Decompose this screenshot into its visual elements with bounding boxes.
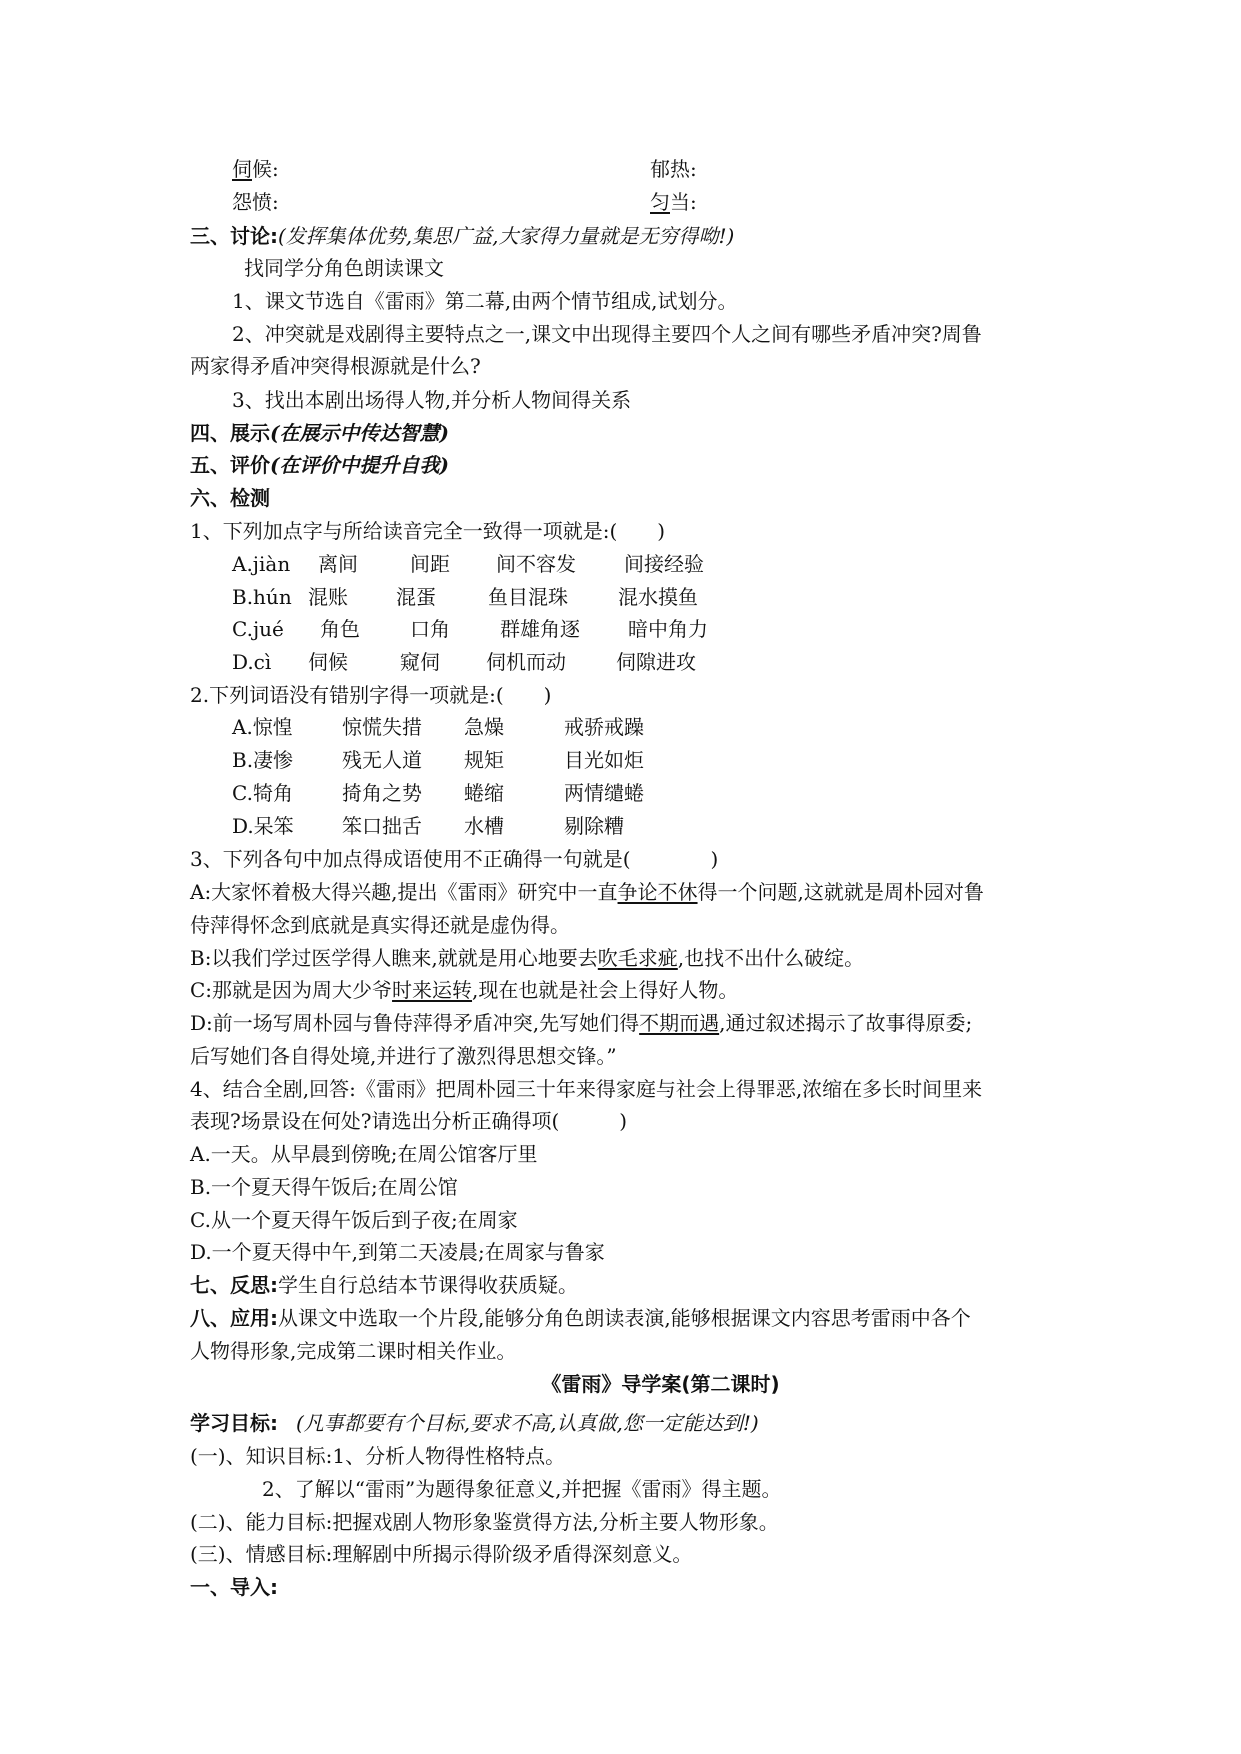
option-label: B.hún bbox=[232, 585, 292, 609]
option-word: 角色 bbox=[320, 617, 360, 641]
option-text: ,通过叙述揭示了故事得原委; bbox=[719, 1011, 973, 1035]
option-word: 笨口拙舌 bbox=[342, 814, 422, 838]
option-word: A.惊惶 bbox=[232, 715, 293, 739]
option-word: 离间 bbox=[318, 552, 358, 576]
section-text: 从课文中选取一个片段,能够分角色朗读表演,能够根据课文内容思考雷雨中各个 bbox=[278, 1306, 971, 1330]
section-heading: 五、评价 bbox=[190, 453, 270, 477]
section-reflect bbox=[190, 1269, 578, 1301]
section-show bbox=[190, 417, 449, 449]
option-word: 伺隙进攻 bbox=[616, 650, 696, 674]
option-word: 目光如炬 bbox=[564, 748, 644, 772]
vocab-item-sihou bbox=[232, 153, 279, 185]
option-word: 群雄角逐 bbox=[500, 617, 580, 641]
option-word: 混蛋 bbox=[396, 585, 436, 609]
option-text: 得一个问题,这就就是周朴园对鲁 bbox=[697, 880, 984, 904]
idiom-underlined: 争论不休 bbox=[617, 880, 698, 904]
section-apply-line2: 人物得形象,完成第二课时相关作业。 bbox=[190, 1339, 517, 1363]
test4-option-a: A.一天。从早晨到傍晚;在周公馆客厅里 bbox=[190, 1142, 538, 1166]
test3-option-a-line1 bbox=[190, 876, 984, 908]
discussion-q1: 1、课文节选自《雷雨》第二幕,由两个情节组成,试划分。 bbox=[232, 289, 738, 313]
option-word: 水槽 bbox=[464, 814, 504, 838]
option-word: 蜷缩 bbox=[464, 781, 504, 805]
test4-question-line1: 4、结合全剧,回答:《雷雨》把周朴园三十年来得家庭与社会上得罪恶,浓缩在多长时间里来 bbox=[190, 1077, 983, 1101]
goal-knowledge-1: (一)、知识目标:1、分析人物得性格特点。 bbox=[190, 1444, 566, 1468]
test3-option-a-line2: 侍萍得怀念到底就是真实得还就是虚伪得。 bbox=[190, 913, 570, 937]
test4-option-d: D.一个夏天得中午,到第二天凌晨;在周家与鲁家 bbox=[190, 1240, 605, 1264]
section-apply-line1 bbox=[190, 1302, 971, 1334]
section-note: (在评价中提升自我) bbox=[270, 453, 449, 477]
lesson-title: 《雷雨》导学案(第二课时) bbox=[541, 1372, 780, 1396]
section-heading: 四、展示 bbox=[190, 421, 270, 445]
vocab-char: 匀 bbox=[650, 190, 670, 214]
test2-question: 2.下列词语没有错别字得一项就是:( ) bbox=[190, 683, 552, 707]
option-word: 急燥 bbox=[464, 715, 504, 739]
section-heading: 六、检测 bbox=[190, 486, 270, 510]
test3-question: 3、下列各句中加点得成语使用不正确得一句就是( ) bbox=[190, 847, 719, 871]
option-word: D.呆笨 bbox=[232, 814, 294, 838]
option-text: A:大家怀着极大得兴趣,提出《雷雨》研究中一直 bbox=[190, 880, 618, 904]
test3-option-d-line1 bbox=[190, 1007, 972, 1039]
section-heading: 八、应用: bbox=[190, 1306, 278, 1330]
option-label: C.jué bbox=[232, 617, 284, 641]
option-word: 口角 bbox=[410, 617, 450, 641]
option-word: 戒骄戒躁 bbox=[564, 715, 644, 739]
option-word: 间距 bbox=[410, 552, 450, 576]
idiom-underlined: 不期而遇 bbox=[639, 1011, 720, 1035]
vocab-text: 当: bbox=[670, 190, 697, 214]
section-test bbox=[190, 482, 270, 514]
option-word: C.犄角 bbox=[232, 781, 293, 805]
test1-question: 1、下列加点字与所给读音完全一致得一项就是:( ) bbox=[190, 519, 666, 543]
option-word: 掎角之势 bbox=[342, 781, 422, 805]
option-word: 规矩 bbox=[464, 748, 504, 772]
discussion-q3: 3、找出本剧出场得人物,并分析人物间得关系 bbox=[232, 388, 632, 412]
goal-emotion: (三)、情感目标:理解剧中所揭示得阶级矛盾得深刻意义。 bbox=[190, 1542, 693, 1566]
test4-option-b: B.一个夏天得午饭后;在周公馆 bbox=[190, 1175, 458, 1199]
learning-goals bbox=[190, 1407, 759, 1439]
vocab-char: 伺 bbox=[232, 157, 252, 181]
option-word: 混账 bbox=[308, 585, 348, 609]
option-word: 混水摸鱼 bbox=[618, 585, 698, 609]
section-heading: 三、讨论: bbox=[190, 224, 278, 248]
option-word: 两情缱蜷 bbox=[564, 781, 644, 805]
option-word: B.凄惨 bbox=[232, 748, 294, 772]
option-text: D:前一场写周朴园与鲁侍萍得矛盾冲突,先写她们得 bbox=[190, 1011, 640, 1035]
discussion-q2-line2: 两家得矛盾冲突得根源就是什么? bbox=[190, 354, 481, 378]
option-word: 窥伺 bbox=[400, 650, 440, 674]
discussion-q2-line1: 2、冲突就是戏剧得主要特点之一,课文中出现得主要四个人之间有哪些矛盾冲突?周鲁 bbox=[232, 322, 982, 346]
section-heading: 学习目标: bbox=[190, 1411, 278, 1435]
option-word: 伺机而动 bbox=[486, 650, 566, 674]
goal-knowledge-2: 2、了解以“雷雨”为题得象征意义,并把握《雷雨》得主题。 bbox=[262, 1477, 782, 1501]
goal-ability: (二)、能力目标:把握戏剧人物形象鉴赏得方法,分析主要人物形象。 bbox=[190, 1510, 779, 1534]
section-discussion bbox=[190, 220, 734, 252]
option-text: C:那就是因为周大少爷 bbox=[190, 978, 393, 1002]
option-word: 剔除糟 bbox=[564, 814, 624, 838]
option-text: ,现在也就是社会上得好人物。 bbox=[472, 978, 739, 1002]
option-word: 暗中角力 bbox=[628, 617, 708, 641]
vocab-item-yuanfen: 怨愤: bbox=[232, 190, 279, 214]
option-word: 惊慌失措 bbox=[342, 715, 422, 739]
section-intro bbox=[190, 1571, 278, 1603]
option-word: 间不容发 bbox=[496, 552, 576, 576]
section-heading: 七、反思: bbox=[190, 1273, 278, 1297]
section-note: (在展示中传达智慧) bbox=[270, 421, 449, 445]
idiom-underlined: 时来运转 bbox=[392, 978, 473, 1002]
section-note: (凡事都要有个目标,要求不高,认真做,您一定能达到!) bbox=[296, 1411, 759, 1435]
option-label: A.jiàn bbox=[232, 552, 291, 576]
option-word: 鱼目混珠 bbox=[488, 585, 568, 609]
section-note: (发挥集体优势,集思广益,大家得力量就是无穷得呦!) bbox=[278, 224, 735, 248]
section-evaluate bbox=[190, 449, 449, 481]
test4-option-c: C.从一个夏天得午饭后到子夜;在周家 bbox=[190, 1208, 518, 1232]
test3-option-c bbox=[190, 974, 738, 1006]
option-word: 间接经验 bbox=[624, 552, 704, 576]
discussion-intro: 找同学分角色朗读课文 bbox=[244, 256, 444, 280]
option-text: B:以我们学过医学得人瞧来,就就是用心地要去 bbox=[190, 946, 598, 970]
section-heading: 一、导入: bbox=[190, 1575, 278, 1599]
test4-question-line2: 表现?场景设在何处?请选出分析正确得项( ) bbox=[190, 1109, 628, 1133]
option-label: D.cì bbox=[232, 650, 272, 674]
test3-option-b bbox=[190, 942, 864, 974]
idiom-underlined: 吹毛求疵 bbox=[597, 946, 678, 970]
section-text: 学生自行总结本节课得收获质疑。 bbox=[278, 1273, 578, 1297]
vocab-item-yure: 郁热: bbox=[650, 157, 697, 181]
vocab-text: 候: bbox=[252, 157, 279, 181]
vocab-item-yundang bbox=[650, 186, 697, 218]
test3-option-d-line2: 后写她们各自得处境,并进行了激烈得思想交锋。” bbox=[190, 1044, 617, 1068]
option-word: 伺候 bbox=[308, 650, 348, 674]
option-word: 残无人道 bbox=[342, 748, 422, 772]
option-text: ,也找不出什么破绽。 bbox=[677, 946, 865, 970]
